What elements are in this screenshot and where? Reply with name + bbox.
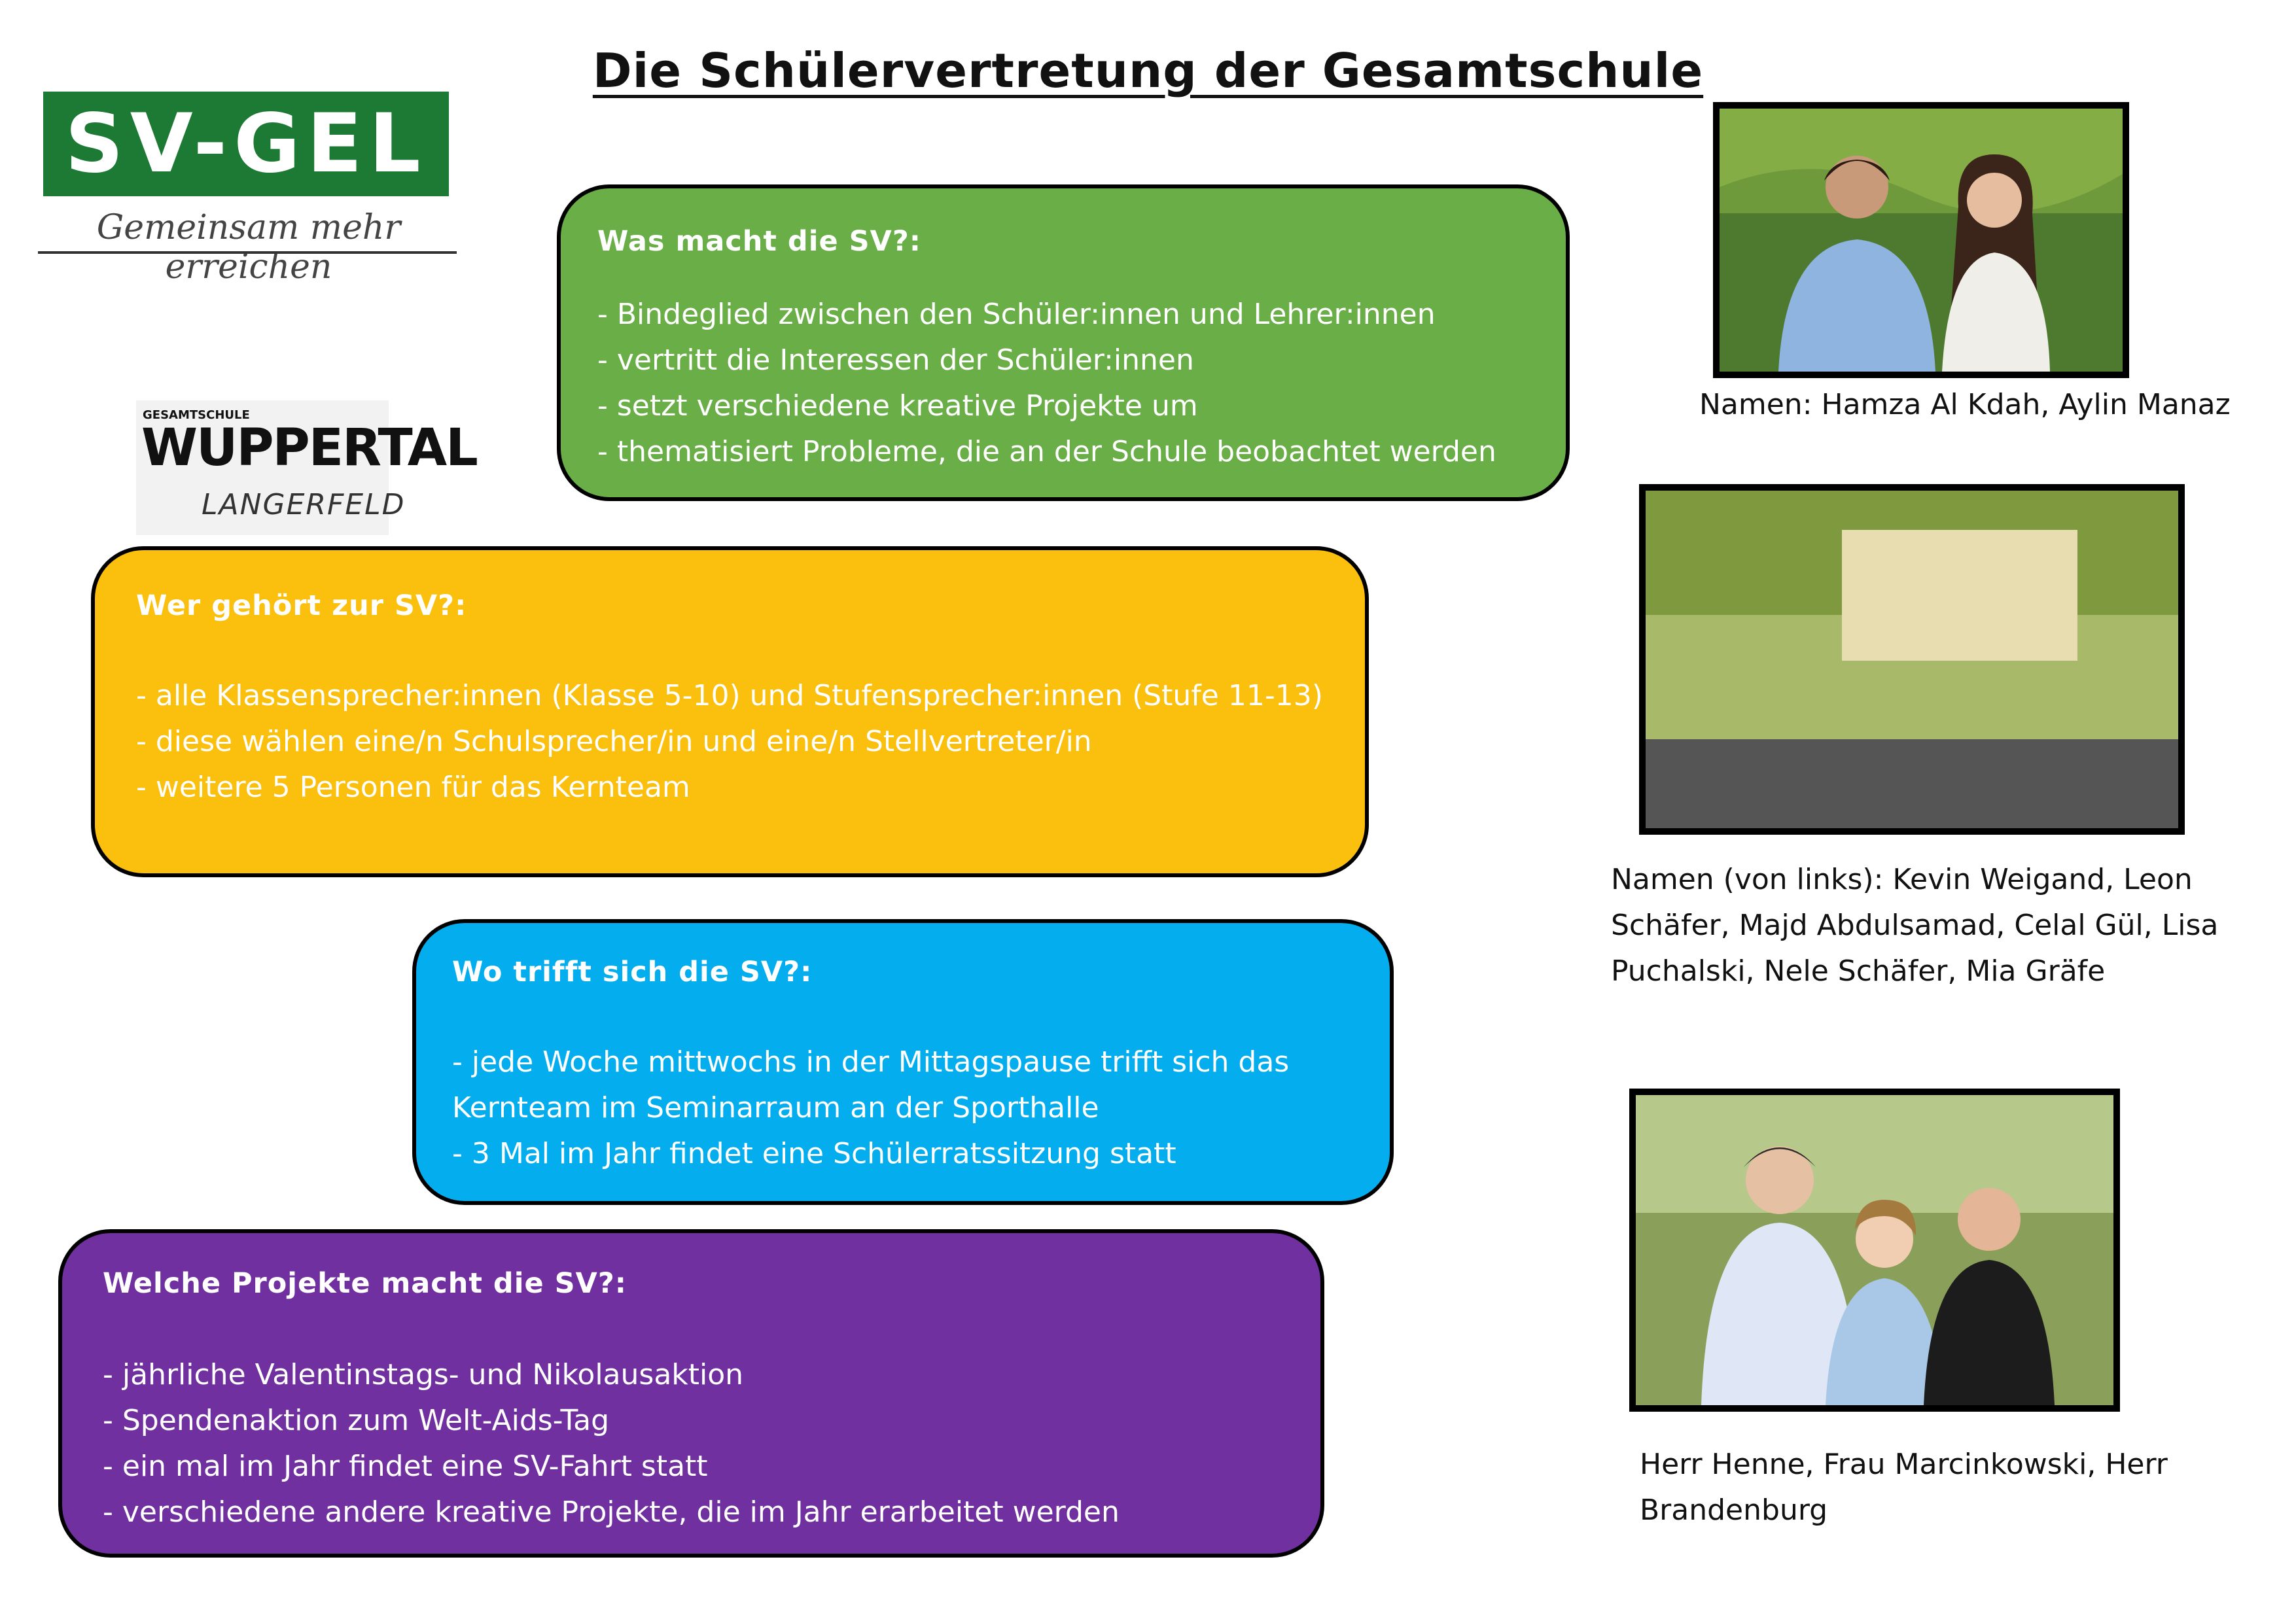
box-wer-gehoert-zur-sv: [91, 546, 1369, 877]
box-heading: Wer gehört zur SV?:: [136, 589, 467, 622]
list-item: - setzt verschiedene kreative Projekte um: [597, 383, 1530, 429]
photo-3-illustration: [1636, 1095, 2113, 1405]
box-list: [452, 1039, 1354, 1177]
photo-kernteam: [1639, 484, 2185, 835]
photo-2-illustration: [1646, 491, 2178, 828]
list-item: - 3 Mal im Jahr findet eine Schülerratssitzung statt: [452, 1131, 1354, 1177]
stick-figures-illustration: [31, 249, 463, 393]
list-item: - ein mal im Jahr findet eine SV-Fahrt statt: [103, 1444, 1284, 1490]
box-welche-projekte: [58, 1229, 1324, 1558]
sv-gel-logo: SV-GEL: [43, 92, 449, 196]
list-item: - Spendenaktion zum Welt-Aids-Tag: [103, 1398, 1284, 1444]
list-item: - alle Klassensprecher:innen (Klasse 5-10) und Stufensprecher:innen (Stufe 11-13): [136, 673, 1329, 719]
list-item: - jährliche Valentinstags- und Nikolausaktion: [103, 1352, 1284, 1398]
list-item: - weitere 5 Personen für das Kernteam: [136, 765, 1329, 811]
list-item: - thematisiert Probleme, die an der Schule beobachtet werden: [597, 429, 1530, 475]
list-item: - jede Woche mittwochs in der Mittagspause trifft sich das Kernteam im Seminarraum an der Sporthalle: [452, 1039, 1354, 1131]
box-heading: Was macht die SV?:: [597, 225, 921, 258]
list-item: - verschiedene andere kreative Projekte, die im Jahr erarbeitet werden: [103, 1490, 1284, 1535]
box-heading: Wo trifft sich die SV?:: [452, 956, 813, 988]
list-item: - Bindeglied zwischen den Schüler:innen und Lehrer:innen: [597, 292, 1530, 338]
photo-2-caption: Namen (von links): Kevin Weigand, Leon Schäfer, Majd Abdulsamad, Celal Gül, Lisa Puchalski, Nele Schäfer, Mia Gräfe: [1611, 863, 2219, 988]
page-title: Die Schülervertretung der Gesamtschule: [592, 43, 1704, 98]
box-list: [597, 292, 1530, 475]
list-item: - diese wählen eine/n Schulsprecher/in und eine/n Stellvertreter/in: [136, 719, 1329, 765]
photo-1-illustration: [1720, 109, 2123, 372]
logo-slogan: Gemeinsam mehr erreichen: [96, 208, 401, 287]
photo-1-caption: Namen: Hamza Al Kdah, Aylin Manaz: [1699, 388, 2231, 421]
school-logo: [136, 400, 477, 535]
list-item: - vertritt die Interessen der Schüler:innen: [597, 338, 1530, 383]
box-heading: Welche Projekte macht die SV?:: [103, 1267, 627, 1300]
school-logo-small-text: GESAMTSCHULE: [143, 408, 250, 422]
school-logo-district: LANGERFELD: [202, 488, 406, 521]
photo-schulsprecher: [1713, 102, 2129, 378]
school-logo-name: WUPPERTAL: [141, 419, 477, 478]
box-list: [103, 1352, 1284, 1535]
photo-3-caption: Herr Henne, Frau Marcinkowski, Herr Brandenburg: [1640, 1448, 2168, 1527]
box-wo-trifft-sich-die-sv: [412, 919, 1394, 1205]
box-was-macht-die-sv: [557, 184, 1570, 501]
photo-lehrkraefte: [1629, 1089, 2120, 1412]
box-list: [136, 673, 1329, 811]
